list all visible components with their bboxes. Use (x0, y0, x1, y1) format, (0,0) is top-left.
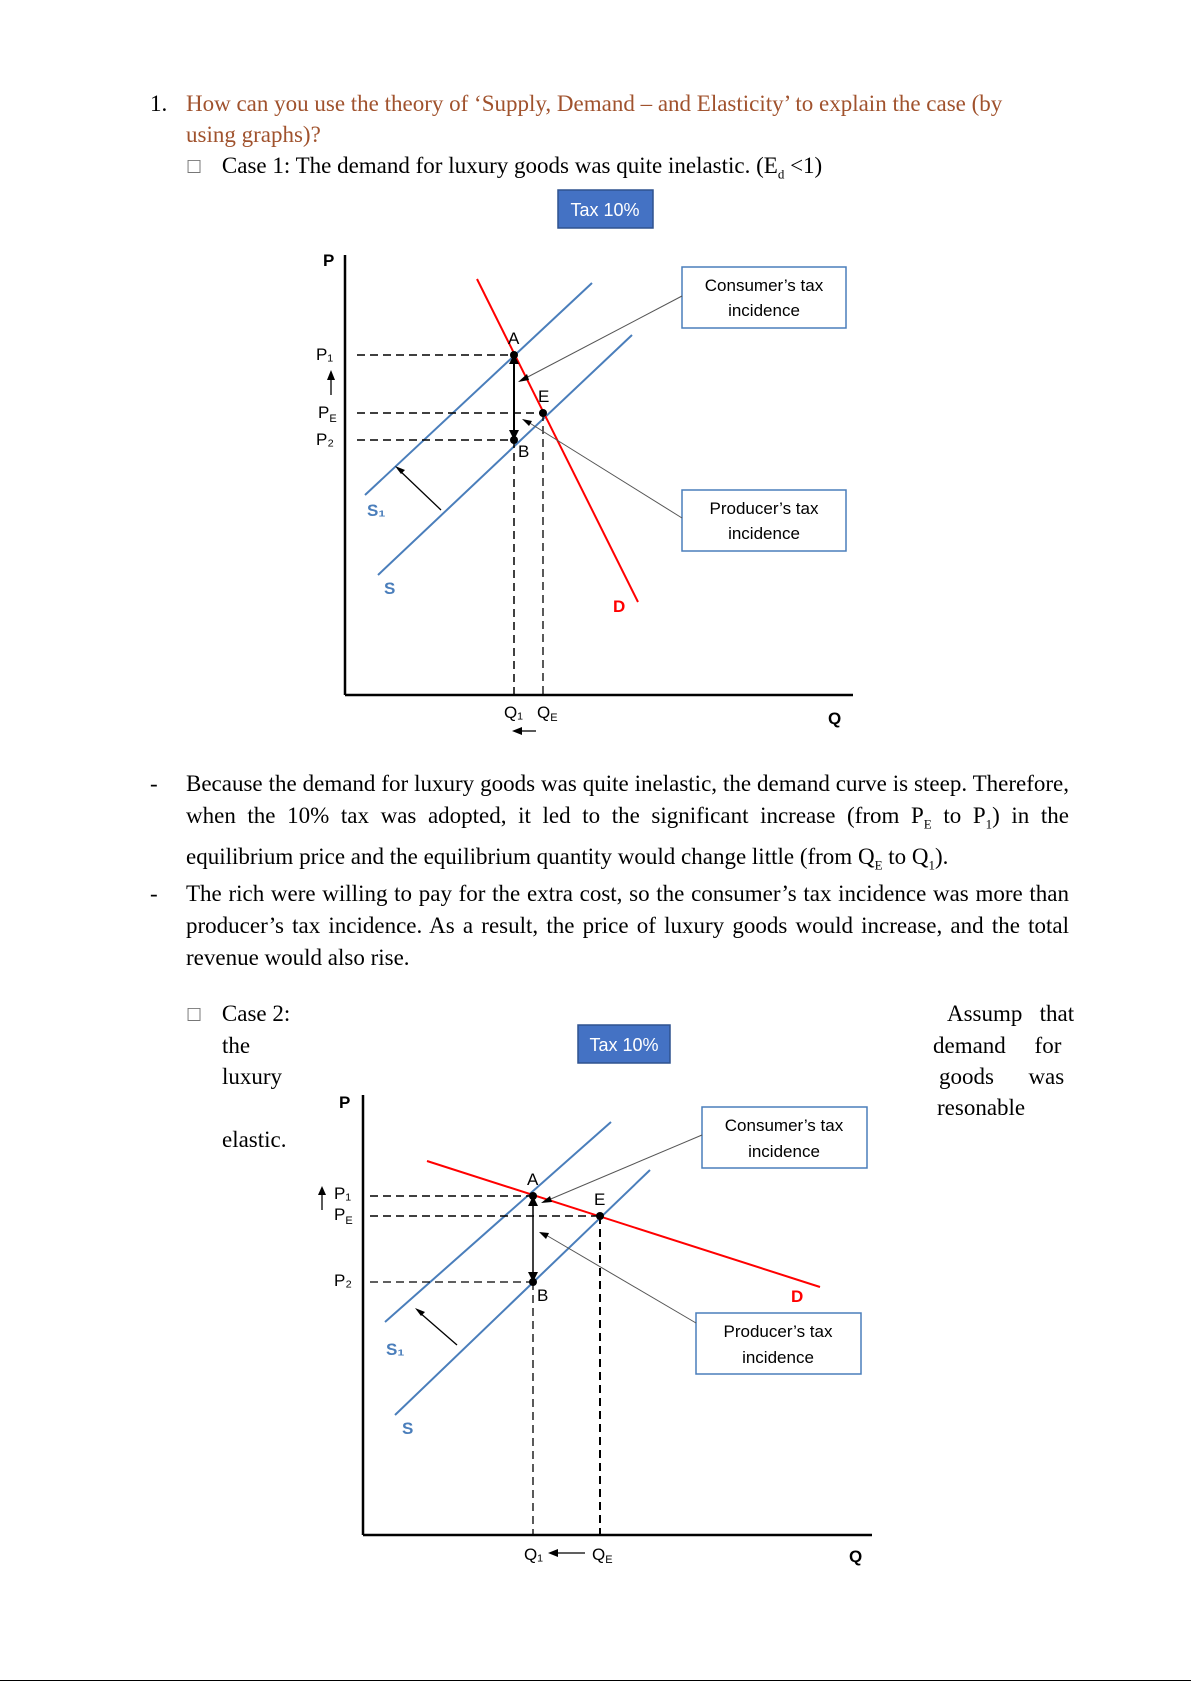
case2-producer-line1: Producer’s tax (723, 1322, 833, 1341)
case1-producer-line2: incidence (728, 524, 800, 543)
case2-graph (300, 1020, 900, 1580)
case2-axis-p-label: P (339, 1093, 351, 1112)
question-line-1: How can you use the theory of ‘Supply, Demand – and Elasticity’ to explain the case (by (186, 91, 1003, 116)
case2-p2-label: P₂ (334, 1271, 352, 1290)
case1-p1-label: P₁ (316, 345, 334, 364)
case2-right-word-3: goods was (939, 1064, 1065, 1089)
question-number: 1. (150, 91, 168, 116)
case1-axis-p-label: P (323, 251, 335, 270)
case2-d-label: D (791, 1287, 804, 1306)
case1-supply-s (378, 335, 632, 575)
case2-p1-label: P₁ (334, 1184, 352, 1203)
case2-price-up-icon (318, 1186, 326, 1195)
case1-title (186, 150, 822, 190)
case1-qe-label: QE (537, 703, 558, 724)
case2-producer-line2: incidence (742, 1348, 814, 1367)
case2-right-word-4: resonable (937, 1095, 1026, 1120)
case2-producer-pointer-icon (539, 1232, 549, 1239)
case1-tax-label: Tax 10% (570, 200, 640, 220)
case1-supply-s1 (365, 283, 592, 495)
case1-label-a: A (508, 329, 520, 348)
case2-demand-curve (427, 1161, 820, 1287)
case2-tax-label: Tax 10% (589, 1035, 659, 1055)
case2-point-a (529, 1192, 537, 1200)
case2-consumer-line1: Consumer’s tax (724, 1116, 844, 1135)
case2-shift-arrow-icon (415, 1308, 425, 1316)
case2-right-word-1: Assump that (947, 1001, 1075, 1026)
case1-quantity-left-icon (512, 727, 522, 735)
question-heading (0, 88, 1191, 152)
case2-title (186, 998, 290, 1031)
checkbox-icon: ☐ (186, 1005, 203, 1026)
case1-producer-line1: Producer’s tax (709, 499, 819, 518)
case1-p2-label: P₂ (316, 430, 334, 449)
case2-s1-label: S₁ (386, 1340, 405, 1359)
checkbox-icon: ☐ (186, 157, 203, 178)
case1-producer-pointer-icon (522, 419, 532, 426)
page-bottom-rule (0, 1680, 1191, 1681)
case1-point-e (539, 409, 547, 417)
case2-right-word-2: demand for (933, 1033, 1062, 1058)
case1-price-up-icon (327, 370, 335, 380)
question-line-2: using graphs)? (186, 122, 321, 147)
case1-label-b: B (518, 442, 530, 461)
case2-left-word-1: the (222, 1033, 251, 1058)
case1-pe-label: $P_E$ (318, 403, 337, 425)
case1-q1-label: Q₁ (504, 703, 523, 722)
case2-left-word-3: elastic. (222, 1127, 287, 1152)
case2-title-text: Case 2: (221, 1001, 291, 1026)
case2-label-a: A (527, 1170, 539, 1189)
case2-quantity-left-icon (548, 1549, 558, 1557)
case2-qe-label: QE (592, 1545, 613, 1566)
case2-q1-label: Q₁ (524, 1545, 543, 1564)
case2-label-e: E (594, 1190, 606, 1209)
paragraph-1: Because the demand for luxury goods was quite inelastic, the demand curve is steep. Therefore, when the 10% tax was adopted, it led to the significant increase (from $P_E$ to $P_1$) in the equilibrium price and the equilibrium quantity would change little (from $Q_E$ to $Q_1$). (186, 771, 1069, 873)
case1-label-e: E (538, 387, 550, 406)
case1-graph (290, 185, 890, 745)
case2-label-b: B (537, 1286, 549, 1305)
bullet-dash-2: - (150, 881, 158, 906)
case1-shift-arrow-icon (395, 466, 405, 474)
case1-consumer-line2: incidence (728, 301, 800, 320)
case2-left-word-2: luxury (222, 1064, 283, 1089)
case1-consumer-line1: Consumer’s tax (704, 276, 824, 295)
paragraph-2: The rich were willing to pay for the extra cost, so the consumer’s tax incidence was more than producer’s tax incidence. As a result, the price of luxury goods would increase, and the total revenue would also rise. (186, 881, 1069, 970)
case1-axis-q-label: Q (828, 709, 842, 728)
case1-point-b (510, 436, 518, 444)
case2-supply-s1 (385, 1122, 611, 1322)
case2-s-label: S (402, 1419, 414, 1438)
case1-s1-label: S₁ (367, 501, 386, 520)
case2-pe-label: $P_E$ (334, 1205, 353, 1227)
case1-title-text: Case 1: The demand for luxury goods was quite inelastic. $(E_d <1)$ (221, 153, 823, 182)
case1-d-label: D (613, 597, 626, 616)
case1-point-a (510, 351, 518, 359)
case2-consumer-line2: incidence (748, 1142, 820, 1161)
case2-axis-q-label: Q (849, 1547, 863, 1566)
bullet-dash-1: - (150, 771, 158, 796)
case1-s-label: S (384, 579, 396, 598)
case2-supply-s (395, 1170, 650, 1415)
case2-point-e (596, 1212, 604, 1220)
case2-point-b (529, 1278, 537, 1286)
